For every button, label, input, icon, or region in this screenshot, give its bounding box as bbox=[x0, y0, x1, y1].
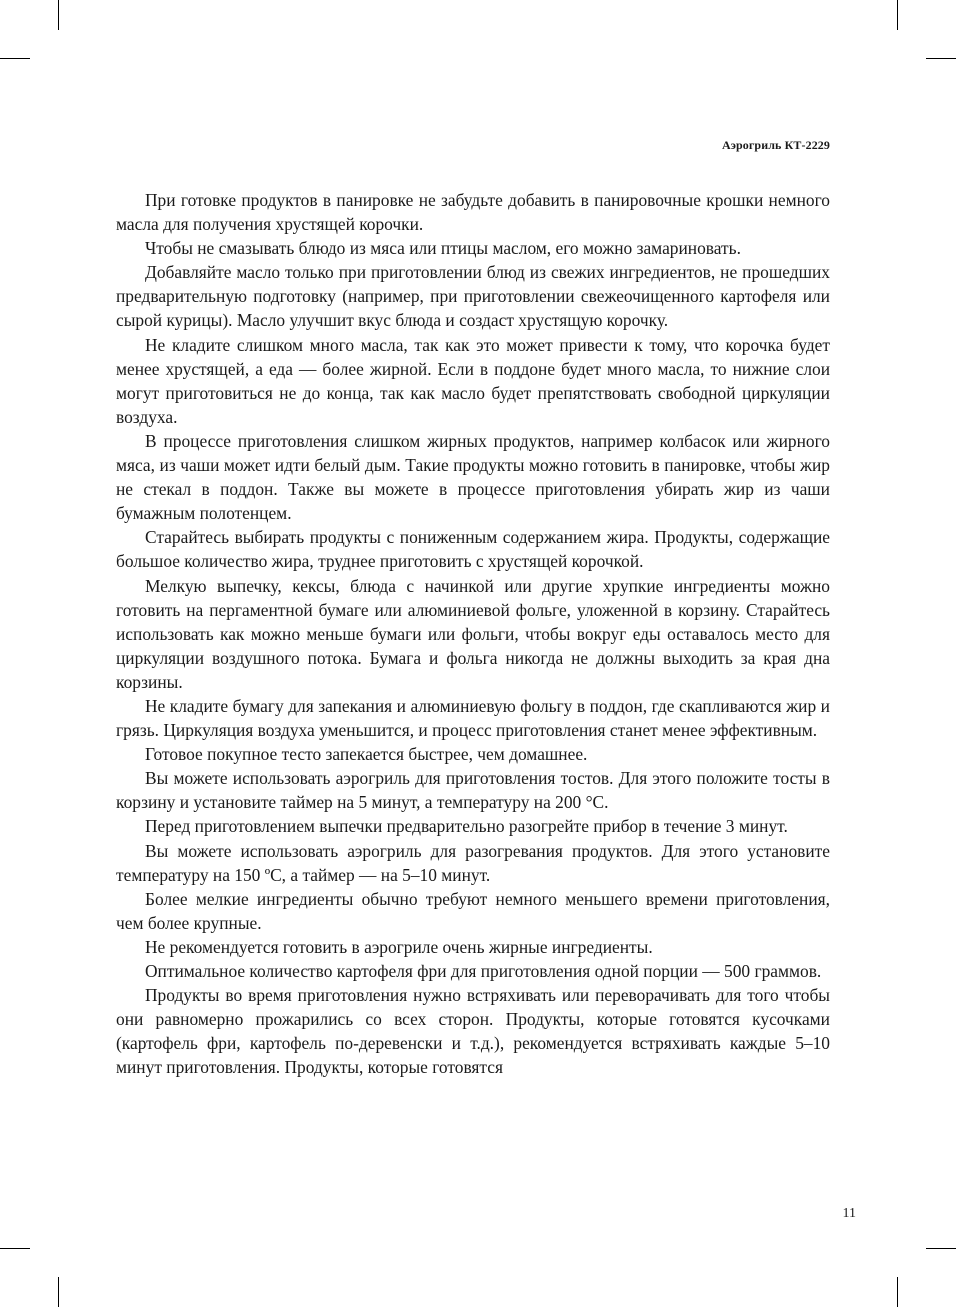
crop-mark-top-right bbox=[897, 0, 898, 30]
paragraph: Более мелкие ингредиенты обычно требуют немного меньшего времени приготовления, чем более крупные. bbox=[116, 888, 830, 933]
paragraph: Добавляйте масло только при приготовлении блюд из свежих ингредиентов, не прошедших предварительную подготовку (например, при приготовлении свежеочищенного картофеля или сырой курицы). Масло улучшит вкус блюда и создаст хрустящую корочку. bbox=[116, 262, 830, 331]
paragraph: Продукты во время приготовления нужно встряхивать или переворачивать для того чтобы они равномерно прожарились со всех сторон. Продукты, которые готовятся кусочками (картофель фри, картофель по-деревенски и т.д.), рекомендуется встряхивать каждые 5–10 минут приготовления. Продукты, которые готовятся bbox=[116, 985, 830, 1078]
paragraph: Готовое покупное тесто запекается быстрее, чем домашнее. bbox=[145, 744, 588, 765]
paragraph: Вы можете использовать аэрогриль для разогревания продуктов. Для этого установите температуру на 150 ºC, а таймер — на 5–10 минут. bbox=[116, 840, 830, 885]
crop-mark-right-top bbox=[926, 58, 956, 59]
crop-mark-top-left bbox=[58, 0, 59, 30]
body-text bbox=[116, 188, 830, 1079]
paragraph: Не кладите слишком много масла, так как это может привести к тому, что корочка будет менее хрустящей, а еда — более жирной. Если в поддоне будет много масла, то нижние слои могут приготовиться не до конца, так как масло будет препятствовать свободной циркуляции воздуха. bbox=[116, 334, 830, 427]
crop-mark-left-top bbox=[0, 58, 30, 59]
crop-mark-right-bottom bbox=[926, 1248, 956, 1249]
crop-mark-left-bottom bbox=[0, 1248, 30, 1249]
crop-mark-bottom-right bbox=[897, 1277, 898, 1307]
paragraph: Оптимальное количество картофеля фри для приготовления одной порции — 500 граммов. bbox=[145, 961, 822, 981]
paragraph: Чтобы не смазывать блюдо из мяса или птицы маслом, его можно замариновать. bbox=[145, 238, 741, 259]
paragraph: Не рекомендуется готовить в аэрогриле очень жирные ингредиенты. bbox=[145, 936, 653, 957]
paragraph: При готовке продуктов в панировке не забудьте добавить в панировочные крошки немного масла для получения хрустящей корочки. bbox=[116, 190, 830, 235]
running-header: Аэрогриль КТ-2229 bbox=[721, 138, 830, 152]
paragraph: Старайтесь выбирать продукты с пониженным содержанием жира. Продукты, содержащие большое количество жира, труднее приготовить с хрустящей корочкой. bbox=[116, 527, 830, 572]
paragraph: Мелкую выпечку, кексы, блюда с начинкой или другие хрупкие ингредиенты можно готовить на пергаментной бумаге или алюминиевой фольге, уложенной в корзину. Старайтесь использовать как можно меньше бумаги или фольги, чтобы вокруг еды оставалось место для циркуляции воздушного потока. Бумага и фольга никогда не должны выходить за края дна корзины. bbox=[116, 575, 830, 692]
paragraph: В процессе приготовления слишком жирных продуктов, например колбасок или жирного мяса, из чаши может идти белый дым. Такие продукты можно готовить в панировке, чтобы жир не стекал в поддон. Также вы можете в процессе приготовления убирать жир из чаши бумажным полотенцем. bbox=[116, 430, 830, 524]
paragraph: Перед приготовлением выпечки предварительно разогрейте прибор в течение 3 минут. bbox=[145, 816, 788, 837]
page-number: 11 bbox=[842, 1206, 856, 1221]
paragraph: Вы можете использовать аэрогриль для приготовления тостов. Для этого положите тосты в корзину и установите таймер на 5 минут, а температуру на 200 °C. bbox=[116, 768, 830, 813]
paragraph: Не кладите бумагу для запекания и алюминиевую фольгу в поддон, где скапливаются жир и грязь. Циркуляция воздуха уменьшится, и процесс приготовления станет менее эффективным. bbox=[116, 695, 830, 741]
crop-mark-bottom-left bbox=[58, 1277, 59, 1307]
